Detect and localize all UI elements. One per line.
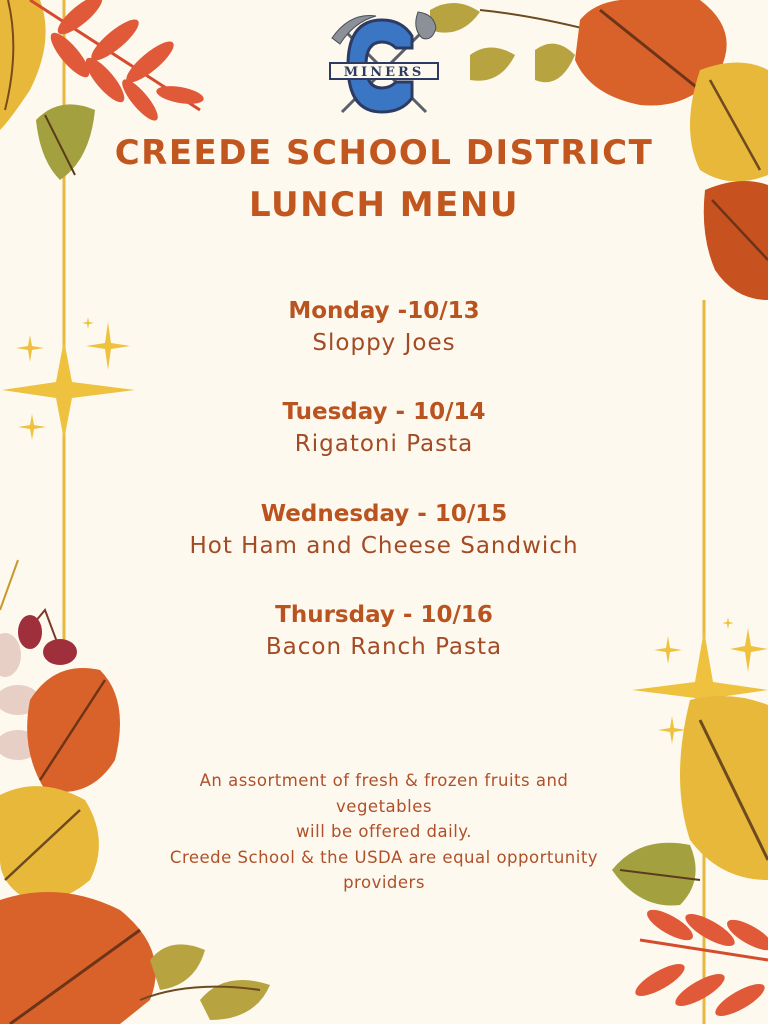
footer-note <box>120 768 648 896</box>
menu-item-wednesday <box>0 499 768 563</box>
menu-meal: Hot Ham and Cheese Sandwich <box>189 533 579 559</box>
menu-item-thursday <box>0 600 768 664</box>
footer-line: vegetables <box>336 796 432 816</box>
footer-line: providers <box>343 873 425 892</box>
miners-logo <box>328 8 440 122</box>
menu-item-tuesday <box>0 397 768 461</box>
menu-day: Wednesday - 10/15 <box>260 501 508 527</box>
menu-day: Tuesday - 10/14 <box>282 399 486 425</box>
footer-line: will be offered daily. <box>296 822 472 841</box>
footer-line: Creede School & the USDA are equal opportunity <box>169 847 599 867</box>
menu-day: Thursday - 10/16 <box>275 602 493 628</box>
logo-text: MINERS <box>343 65 425 80</box>
menu-meal: Bacon Ranch Pasta <box>265 634 503 660</box>
menu-day: Monday -10/13 <box>288 298 480 324</box>
footer-line: An assortment of fresh & frozen fruits and <box>199 771 569 790</box>
menu-item-monday <box>0 296 768 360</box>
page-title: CREEDE SCHOOL DISTRICT <box>114 133 654 173</box>
menu-meal: Rigatoni Pasta <box>294 431 474 457</box>
page-subtitle: LUNCH MENU <box>249 185 519 225</box>
menu-meal: Sloppy Joes <box>312 330 456 356</box>
